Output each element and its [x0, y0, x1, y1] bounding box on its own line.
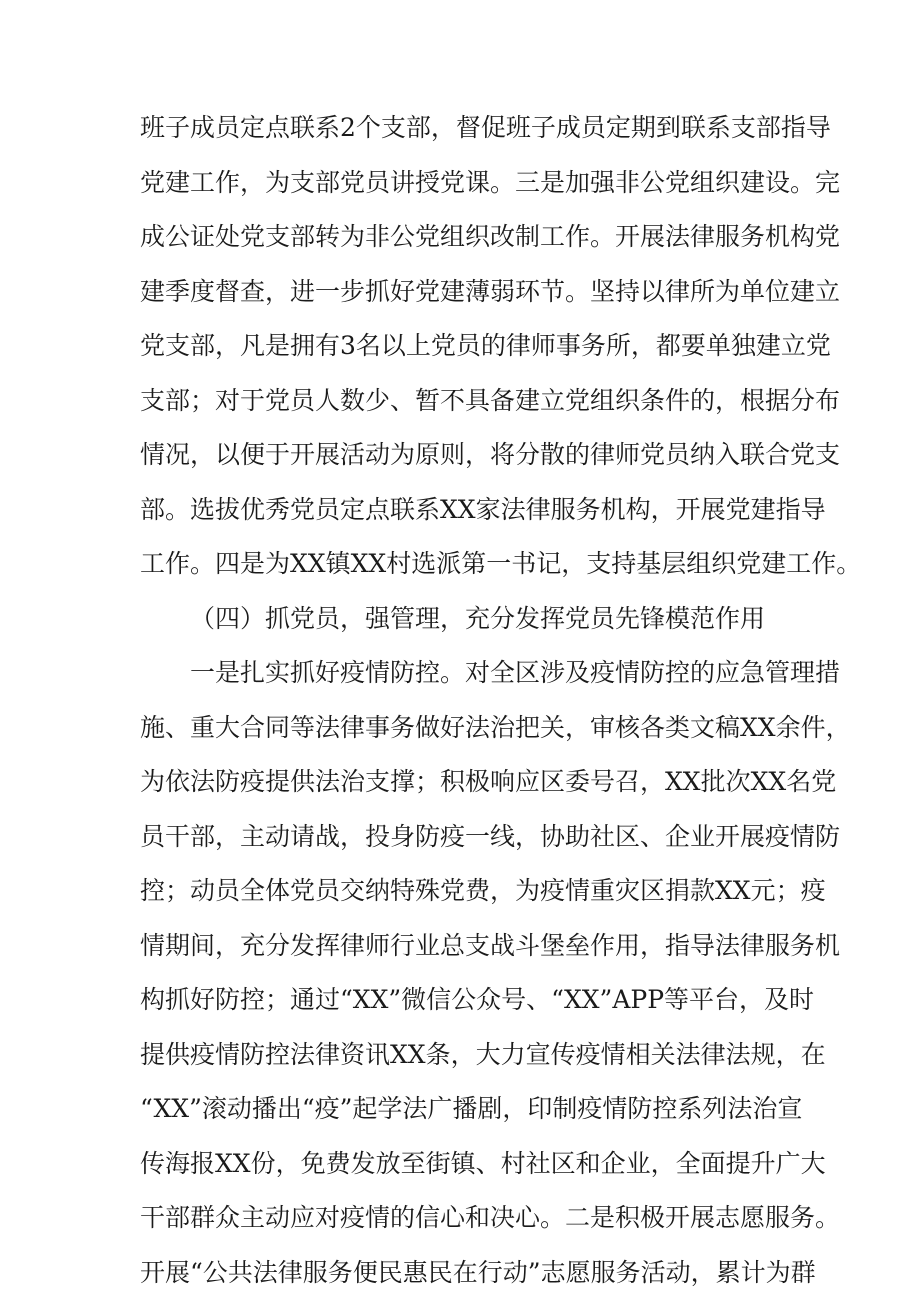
section-heading: （四）抓党员，强管理，充分发挥党员先锋模范作用 [190, 604, 766, 633]
paragraph-line: 党支部，凡是拥有3名以上党员的律师事务所，都要单独建立党 [140, 331, 831, 360]
paragraph-line: 工作。四是为XX镇XX村选派第一书记，支持基层组织党建工作。 [140, 549, 862, 578]
paragraph-line: “XX”滚动播出“疫”起学法广播剧，印制疫情防控系列法治宣 [140, 1094, 803, 1123]
paragraph-line: 提供疫情防控法律资讯XX条，大力宣传疫情相关法律法规，在 [140, 1040, 826, 1069]
paragraph-line: 党建工作，为支部党员讲授党课。三是加强非公党组织建设。完 [140, 168, 841, 197]
paragraph-line: 为依法防疫提供法治支撑；积极响应区委号召，XX批次XX名党 [140, 767, 837, 796]
paragraph-line: 建季度督查，进一步抓好党建薄弱环节。坚持以律所为单位建立 [140, 277, 841, 306]
paragraph-line: 构抓好防控；通过“XX”微信公众号、“XX”APP等平台，及时 [140, 985, 815, 1014]
paragraph-line: 班子成员定点联系2个支部，督促班子成员定期到联系支部指导 [140, 113, 831, 142]
paragraph-line: 一是扎实抓好疫情防控。对全区涉及疫情防控的应急管理措 [190, 658, 841, 687]
paragraph-line: 部。选拔优秀党员定点联系XX家法律服务机构，开展党建指导 [140, 495, 826, 524]
paragraph-line: 情期间，充分发挥律师行业总支战斗堡垒作用，指导法律服务机 [140, 931, 841, 960]
paragraph-line: 情况，以便于开展活动为原则，将分散的律师党员纳入联合党支 [140, 440, 841, 469]
paragraph-line: 施、重大合同等法律事务做好法治把关，审核各类文稿XX余件， [140, 713, 851, 742]
paragraph-line: 员干部，主动请战，投身防疫一线，协助社区、企业开展疫情防 [140, 822, 841, 851]
paragraph-line: 控；动员全体党员交纳特殊党费，为疫情重灾区捐款XX元；疫 [140, 876, 826, 905]
paragraph-line: 干部群众主动应对疫情的信心和决心。二是积极开展志愿服务。 [140, 1203, 841, 1232]
paragraph-line: 支部；对于党员人数少、暂不具备建立党组织条件的，根据分布 [140, 386, 841, 415]
paragraph-line: 开展“公共法律服务便民惠民在行动”志愿服务活动，累计为群 [140, 1258, 816, 1287]
paragraph-line: 传海报XX份，免费发放至街镇、村社区和企业，全面提升广大 [140, 1149, 826, 1178]
paragraph-line: 成公证处党支部转为非公党组织改制工作。开展法律服务机构党 [140, 222, 841, 251]
